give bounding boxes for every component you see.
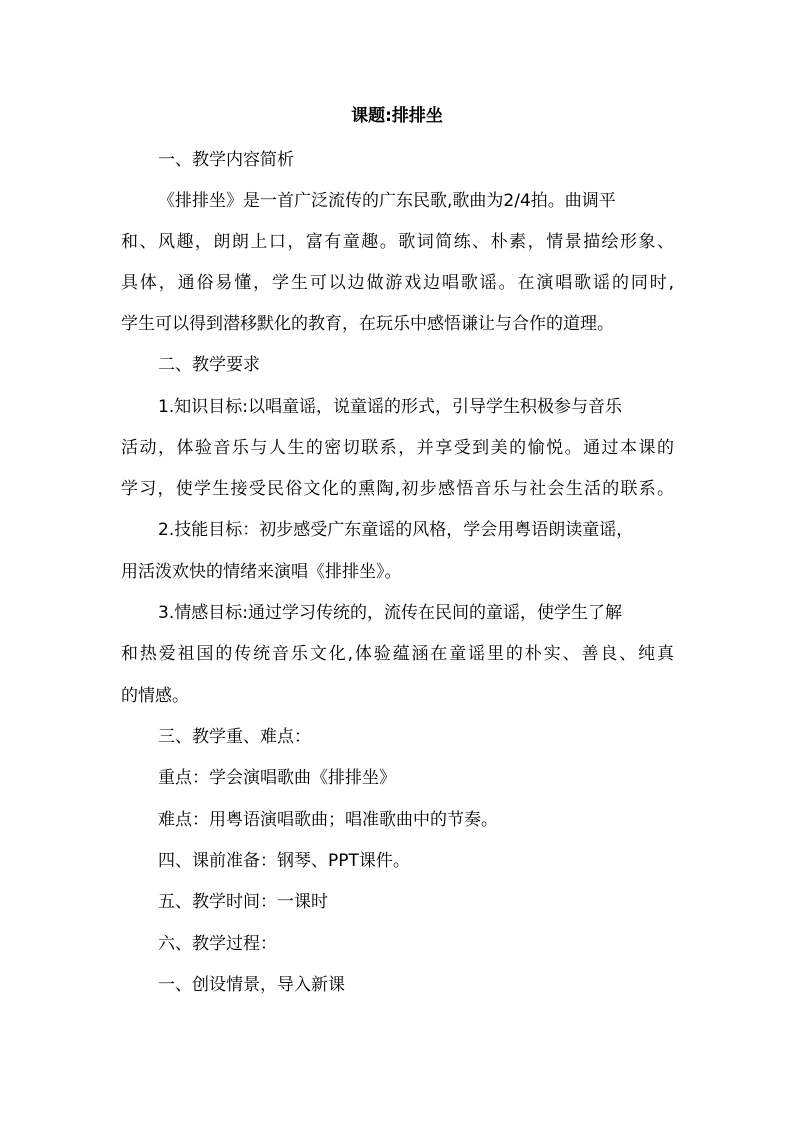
paragraph-line: 具体，通俗易懂，学生可以边做游戏边唱歌谣。在演唱歌谣的同时, <box>121 273 674 293</box>
paragraph-line: 活动，体验音乐与人生的密切联系，并享受到美的愉悦。通过本课的 <box>121 438 674 458</box>
document-title: 课题:排排坐 <box>351 106 443 126</box>
paragraph-line: 学生可以得到潜移默化的教育，在玩乐中感悟谦让与合作的道理。 <box>121 314 614 334</box>
difficulty-line: 难点：用粤语演唱歌曲；唱准歌曲中的节奏。 <box>158 810 498 830</box>
paragraph-line: 的情感。 <box>121 686 189 706</box>
paragraph-line: 2.技能目标：初步感受广东童谣的风格，学会用粤语朗读童谣， <box>158 520 634 540</box>
paragraph-line: 《排排坐》是一首广泛流传的广东民歌,歌曲为2/4拍。曲调平 <box>158 191 616 211</box>
key-point-line: 重点：学会演唱歌曲《排排坐》 <box>158 768 396 788</box>
paragraph-line: 学习，使学生接受民俗文化的熏陶,初步感悟音乐与社会生活的联系。 <box>121 479 674 499</box>
section-heading-requirements: 二、教学要求 <box>158 355 260 375</box>
subsection-heading-intro: 一、创设情景，导入新课 <box>158 975 345 995</box>
paragraph-line: 3.情感目标:通过学习传统的，流传在民间的童谣，使学生了解 <box>158 603 622 623</box>
section-heading-content-analysis: 一、教学内容简析 <box>158 150 294 170</box>
section-heading-preparation: 四、课前准备：钢琴、PPT课件。 <box>158 851 410 871</box>
section-heading-time: 五、教学时间：一课时 <box>158 892 328 912</box>
paragraph-line: 和、风趣，朗朗上口，富有童趣。歌词简练、朴素，情景描绘形象、 <box>121 232 674 252</box>
paragraph-line: 用活泼欢快的情绪来演唱《排排坐》。 <box>121 562 402 582</box>
section-heading-process: 六、教学过程： <box>158 934 277 954</box>
paragraph-line: 1.知识目标:以唱童谣，说童谣的形式，引导学生积极参与音乐 <box>158 397 622 417</box>
paragraph-line: 和热爱祖国的传统音乐文化,体验蕴涵在童谣里的朴实、善良、纯真 <box>121 644 674 664</box>
section-heading-key-points: 三、教学重、难点： <box>158 727 311 747</box>
